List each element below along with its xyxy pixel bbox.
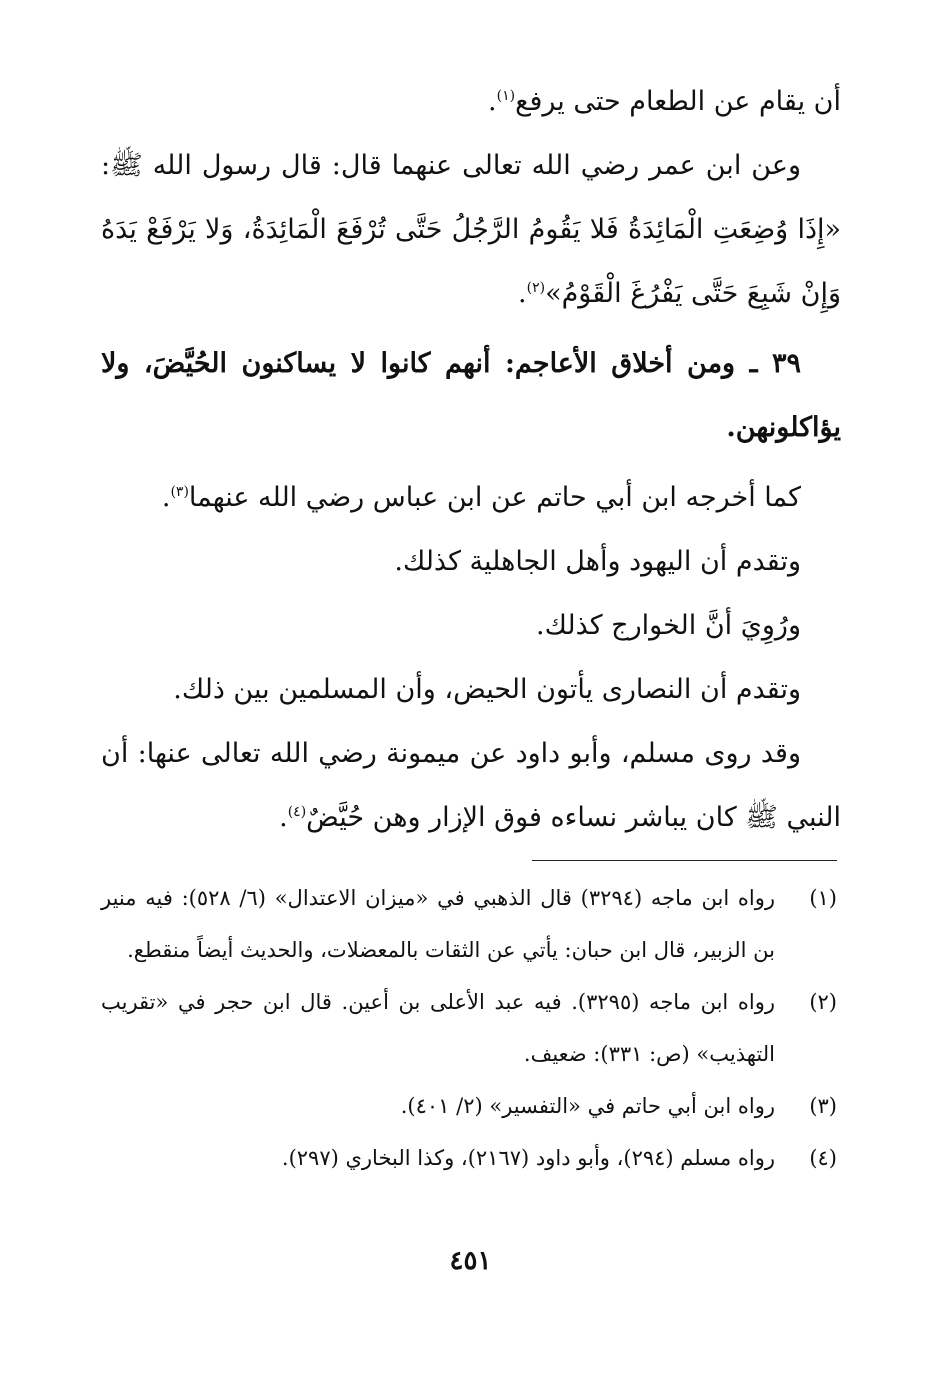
footnote-ref-4[interactable]: (٤) (287, 804, 307, 820)
footnote-ref-1[interactable]: (١) (496, 88, 516, 104)
paragraph-7-text: وقد روى مسلم، وأبو داود عن ميمونة رضي الله تعالى عنها: أن النبي ﷺ كان يباشر نساءه فوق الإزار وهن حُيَّضٌ (101, 738, 841, 833)
footnote-text: رواه ابن ماجه (٣٢٩٤) قال الذهبي في «ميزان الاعتدال» (٦/ ٥٢٨): فيه منير بن الزبير، قال ابن حبان: يأتي عن الثقات بالمعضلات، والحديث أيضاً منقطع. (101, 886, 775, 962)
paragraph-3-text: كما أخرجه ابن أبي حاتم عن ابن عباس رضي الله عنهما (188, 482, 801, 513)
page-body (101, 70, 841, 850)
paragraph-3-end: . (161, 482, 171, 513)
paragraph-1-text: أن يقام عن الطعام حتى يرفع (515, 86, 841, 117)
footnote-divider (532, 860, 837, 861)
footnotes (101, 872, 837, 1184)
footnote-number: (٢) (809, 990, 837, 1014)
paragraph-1-end: . (488, 86, 497, 117)
footnote-4 (101, 1132, 837, 1184)
paragraph-1 (101, 70, 841, 134)
paragraph-5: ورُوِيَ أنَّ الخوارج كذلك. (536, 610, 801, 641)
main-text (101, 70, 841, 850)
footnote-number: (٣) (809, 1094, 837, 1118)
footnote-text: رواه ابن ماجه (٣٢٩٥). فيه عبد الأعلى بن أعين. قال ابن حجر في «تقريب التهذيب» (ص: ٣٣١): ضعيف. (101, 990, 775, 1066)
section-heading-39: ٣٩ ـ ومن أخلاق الأعاجم: أنهم كانوا لا يساكنون الحُيَّضَ، ولا يؤاكلونهن. (101, 348, 841, 443)
footnote-text: رواه مسلم (٢٩٤)، وأبو داود (٢١٦٧)، وكذا البخاري (٢٩٧). (281, 1146, 775, 1170)
footnote-number: (٤) (809, 1146, 837, 1170)
paragraph-2 (101, 134, 841, 326)
footnote-ref-2[interactable]: (٢) (526, 280, 546, 296)
paragraph-4: وتقدم أن اليهود وأهل الجاهلية كذلك. (394, 546, 801, 577)
page-number: ٤٥١ (449, 1246, 492, 1276)
footnote-1 (101, 872, 837, 976)
footnote-text: رواه ابن أبي حاتم في «التفسير» (٢/ ٤٠١). (400, 1094, 775, 1118)
paragraph-3 (101, 466, 841, 530)
footnote-2 (101, 976, 837, 1080)
footnote-ref-3[interactable]: (٣) (170, 484, 189, 500)
paragraph-2-text: وعن ابن عمر رضي الله تعالى عنهما قال: قال رسول الله ﷺ: «إِذَا وُضِعَتِ الْمَائِدَةُ فَلا يَقُومُ الرَّجُلُ حَتَّى تُرْفَعَ الْمَائِدَةُ، وَلا يَرْفَعْ يَدَهُ وَإِنْ شَبِعَ حَتَّى يَفْرُغَ الْقَوْمُ» (101, 150, 841, 309)
paragraph-7 (101, 722, 841, 850)
paragraph-6: وتقدم أن النصارى يأتون الحيض، وأن المسلمين بين ذلك. (173, 674, 801, 705)
footnote-number: (١) (809, 886, 837, 910)
paragraph-7-end: . (279, 802, 288, 833)
footnote-3 (101, 1080, 837, 1132)
paragraph-2-end: . (518, 278, 527, 309)
